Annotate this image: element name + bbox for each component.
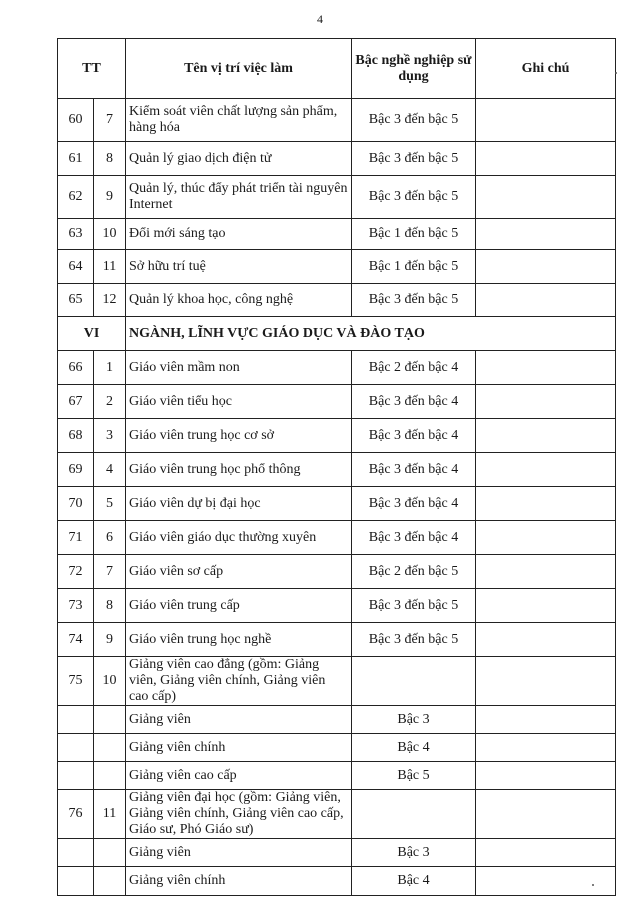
row-number: 74 <box>58 623 94 657</box>
page-number: 4 <box>317 12 323 26</box>
table-row <box>58 176 616 219</box>
note-cell <box>476 219 616 250</box>
note-cell <box>476 762 616 790</box>
row-sub-number: 8 <box>94 142 126 176</box>
table-row <box>58 790 616 839</box>
table-row <box>58 521 616 555</box>
row-sub-number: 2 <box>94 385 126 419</box>
level-range: Bậc 3 <box>352 706 476 734</box>
level-range: Bậc 4 <box>352 734 476 762</box>
row-sub-number <box>94 867 126 896</box>
section-title: NGÀNH, LĨNH VỰC GIÁO DỤC VÀ ĐÀO TẠO <box>126 317 616 351</box>
table-row <box>58 142 616 176</box>
position-name: Giáo viên giáo dục thường xuyên <box>126 521 352 555</box>
table-row <box>58 623 616 657</box>
note-cell <box>476 555 616 589</box>
position-name: Giáo viên dự bị đại học <box>126 487 352 521</box>
level-range: Bậc 3 đến bậc 4 <box>352 453 476 487</box>
note-cell <box>476 734 616 762</box>
position-name: Giáo viên tiểu học <box>126 385 352 419</box>
header-note: Ghi chú <box>476 39 616 99</box>
table-row <box>58 706 616 734</box>
level-range: Bậc 3 đến bậc 4 <box>352 385 476 419</box>
level-range: Bậc 3 đến bậc 4 <box>352 487 476 521</box>
row-sub-number: 5 <box>94 487 126 521</box>
level-range: Bậc 2 đến bậc 4 <box>352 351 476 385</box>
row-sub-number: 3 <box>94 419 126 453</box>
position-name: Giảng viên <box>126 839 352 867</box>
row-sub-number: 11 <box>94 250 126 284</box>
level-range: Bậc 5 <box>352 762 476 790</box>
level-range <box>352 790 476 839</box>
level-range <box>352 657 476 706</box>
table-row <box>58 250 616 284</box>
header-tt: TT <box>58 39 126 99</box>
level-range: Bậc 3 đến bậc 5 <box>352 284 476 317</box>
row-number <box>58 706 94 734</box>
position-name: Giảng viên chính <box>126 867 352 896</box>
note-cell <box>476 521 616 555</box>
note-cell <box>476 419 616 453</box>
scan-speck <box>592 884 594 886</box>
row-sub-number: 9 <box>94 176 126 219</box>
row-number: 75 <box>58 657 94 706</box>
row-number <box>58 734 94 762</box>
position-name: Giáo viên trung học cơ sở <box>126 419 352 453</box>
row-number: 60 <box>58 99 94 142</box>
row-number: 67 <box>58 385 94 419</box>
section-row <box>58 317 616 351</box>
level-range: Bậc 3 đến bậc 4 <box>352 521 476 555</box>
row-sub-number <box>94 839 126 867</box>
table-row <box>58 589 616 623</box>
position-name: Giáo viên trung học nghề <box>126 623 352 657</box>
row-sub-number: 8 <box>94 589 126 623</box>
row-number: 72 <box>58 555 94 589</box>
position-name: Quản lý, thúc đẩy phát triển tài nguyên Internet <box>126 176 352 219</box>
row-number <box>58 762 94 790</box>
table-row <box>58 839 616 867</box>
level-range: Bậc 2 đến bậc 5 <box>352 555 476 589</box>
table-row <box>58 351 616 385</box>
note-cell <box>476 867 616 896</box>
table-row <box>58 219 616 250</box>
position-name: Giáo viên trung cấp <box>126 589 352 623</box>
row-sub-number: 6 <box>94 521 126 555</box>
note-cell <box>476 284 616 317</box>
level-range: Bậc 3 đến bậc 5 <box>352 589 476 623</box>
position-name: Giảng viên chính <box>126 734 352 762</box>
table-row <box>58 99 616 142</box>
note-cell <box>476 839 616 867</box>
note-cell <box>476 351 616 385</box>
row-number <box>58 839 94 867</box>
note-cell <box>476 790 616 839</box>
note-cell <box>476 706 616 734</box>
row-number: 64 <box>58 250 94 284</box>
row-sub-number: 10 <box>94 219 126 250</box>
row-number: 62 <box>58 176 94 219</box>
note-cell <box>476 385 616 419</box>
table-row <box>58 734 616 762</box>
table-row <box>58 555 616 589</box>
header-position: Tên vị trí việc làm <box>126 39 352 99</box>
row-sub-number <box>94 734 126 762</box>
note-cell <box>476 623 616 657</box>
level-range: Bậc 3 đến bậc 5 <box>352 142 476 176</box>
note-cell <box>476 589 616 623</box>
level-range: Bậc 3 đến bậc 5 <box>352 99 476 142</box>
note-cell <box>476 487 616 521</box>
row-number: 68 <box>58 419 94 453</box>
table-row <box>58 657 616 706</box>
row-sub-number: 12 <box>94 284 126 317</box>
position-name: Giảng viên đại học (gồm: Giảng viên, Giảng viên chính, Giảng viên cao cấp, Giáo sư, Phó Giáo sư) <box>126 790 352 839</box>
position-name: Giảng viên <box>126 706 352 734</box>
position-name: Đổi mới sáng tạo <box>126 219 352 250</box>
note-cell <box>476 657 616 706</box>
level-range: Bậc 3 đến bậc 4 <box>352 419 476 453</box>
row-number: 63 <box>58 219 94 250</box>
row-sub-number: 7 <box>94 555 126 589</box>
position-name: Giảng viên cao đẳng (gồm: Giảng viên, Giảng viên chính, Giảng viên cao cấp) <box>126 657 352 706</box>
row-sub-number: 7 <box>94 99 126 142</box>
table-row <box>58 284 616 317</box>
level-range: Bậc 1 đến bậc 5 <box>352 250 476 284</box>
job-positions-table <box>57 38 616 896</box>
position-name: Giảng viên cao cấp <box>126 762 352 790</box>
row-number: 61 <box>58 142 94 176</box>
level-range: Bậc 3 đến bậc 5 <box>352 176 476 219</box>
row-number <box>58 867 94 896</box>
row-sub-number: 1 <box>94 351 126 385</box>
level-range: Bậc 4 <box>352 867 476 896</box>
row-sub-number: 4 <box>94 453 126 487</box>
row-sub-number: 10 <box>94 657 126 706</box>
row-number: 70 <box>58 487 94 521</box>
level-range: Bậc 3 <box>352 839 476 867</box>
note-cell <box>476 176 616 219</box>
level-range: Bậc 3 đến bậc 5 <box>352 623 476 657</box>
row-number: 65 <box>58 284 94 317</box>
position-name: Giáo viên trung học phổ thông <box>126 453 352 487</box>
row-number: 76 <box>58 790 94 839</box>
table-row <box>58 867 616 896</box>
section-number: VI <box>58 317 126 351</box>
position-name: Quản lý giao dịch điện tử <box>126 142 352 176</box>
table-row <box>58 385 616 419</box>
row-sub-number: 9 <box>94 623 126 657</box>
row-sub-number <box>94 706 126 734</box>
header-level: Bậc nghề nghiệp sử dụng <box>352 39 476 99</box>
table-row <box>58 419 616 453</box>
row-number: 73 <box>58 589 94 623</box>
row-sub-number: 11 <box>94 790 126 839</box>
row-number: 66 <box>58 351 94 385</box>
note-cell <box>476 142 616 176</box>
table-header-row <box>58 39 616 99</box>
position-name: Giáo viên mầm non <box>126 351 352 385</box>
position-name: Quản lý khoa học, công nghệ <box>126 284 352 317</box>
position-name: Giáo viên sơ cấp <box>126 555 352 589</box>
table-row <box>58 762 616 790</box>
position-name: Sở hữu trí tuệ <box>126 250 352 284</box>
row-number: 71 <box>58 521 94 555</box>
note-cell <box>476 453 616 487</box>
table-row <box>58 453 616 487</box>
row-number: 69 <box>58 453 94 487</box>
table-row <box>58 487 616 521</box>
note-cell <box>476 99 616 142</box>
note-cell <box>476 250 616 284</box>
position-name: Kiểm soát viên chất lượng sản phẩm, hàng hóa <box>126 99 352 142</box>
table-body <box>58 99 616 896</box>
row-sub-number <box>94 762 126 790</box>
level-range: Bậc 1 đến bậc 5 <box>352 219 476 250</box>
scan-speck <box>615 72 617 74</box>
